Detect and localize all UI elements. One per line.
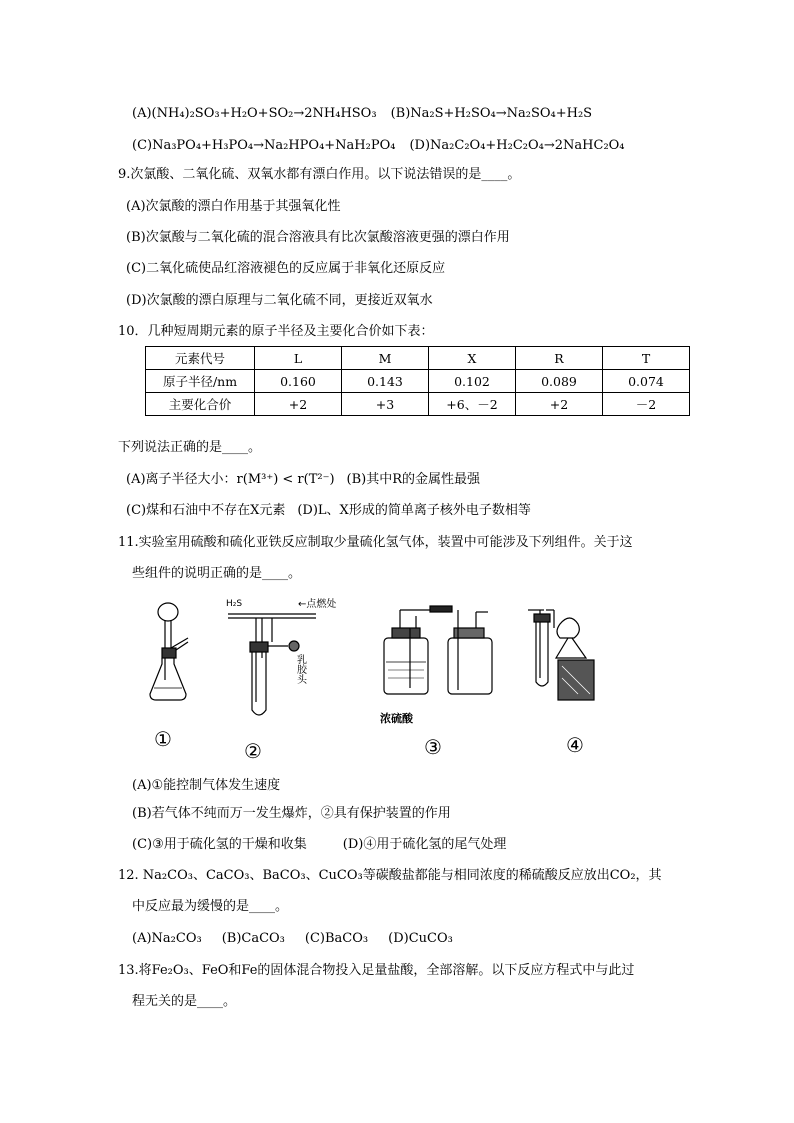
apparatus-3 <box>384 606 492 694</box>
q9-option-c: (C)二氧化硫使品红溶液褪色的反应属于非氧化还原反应 <box>126 261 446 276</box>
q8-option-a: (A)(NH₄)₂SO₃+H₂O+SO₂→2NH₄HSO₃ <box>132 106 377 121</box>
h2s-label: H₂S <box>226 599 243 609</box>
q12-options <box>132 930 453 948</box>
apparatus-3-label: ③ <box>424 735 442 759</box>
q8-option-row-2 <box>132 137 625 155</box>
q10-option-c: (C)煤和石油中不存在X元素 <box>126 503 286 518</box>
q13-stem-line-1: 13.将Fe₂O₃、FeO和Fe的固体混合物投入足量盐酸，全部溶解。以下反应方程式中与此过 <box>118 963 635 978</box>
q11-stem-line-2: 些组件的说明正确的是____。 <box>132 566 302 581</box>
ignite-label: ←点燃处 <box>298 599 337 610</box>
q12-option-b: (B)CaCO₃ <box>221 931 285 946</box>
q10-option-d: (D)L、X形成的简单离子核外电子数相等 <box>297 503 531 518</box>
rubber-bulb-label: 乳胶头 <box>294 654 306 684</box>
q11-option-b: (B)若气体不纯而万一发生爆炸，②具有保护装置的作用 <box>132 806 451 821</box>
apparatus-2-label: ② <box>244 739 262 763</box>
acid-label: 浓硫酸 <box>380 712 413 725</box>
q11-stem-line-1: 11.实验室用硫酸和硫化亚铁反应制取少量硫化氢气体，装置中可能涉及下列组件。关于这 <box>118 535 633 550</box>
q10-option-b: (B)其中R的金属性最强 <box>346 472 481 487</box>
q8-option-b: (B)Na₂S+H₂SO₄→Na₂SO₄+H₂S <box>390 106 593 121</box>
q13-stem-line-2: 程无关的是____。 <box>132 994 237 1009</box>
table-header-row <box>146 347 690 370</box>
q10-option-row-1 <box>126 471 480 489</box>
q11-option-c: (C)③用于硫化氢的干燥和收集 <box>132 837 307 852</box>
table-cell: 主要化合价 <box>146 393 255 416</box>
table-cell: T <box>603 347 690 370</box>
table-cell: 0.160 <box>255 370 342 393</box>
table-cell: +3 <box>342 393 429 416</box>
q11-option-row-2 <box>132 836 506 854</box>
q9-stem: 9.次氯酸、二氧化硫、双氧水都有漂白作用。以下说法错误的是____。 <box>118 167 521 182</box>
q10-option-row-2 <box>126 502 531 520</box>
table-cell: +2 <box>516 393 603 416</box>
table-cell: 0.143 <box>342 370 429 393</box>
q12-stem-line-1: 12. Na₂CO₃、CaCO₃、BaCO₃、CuCO₃等碳酸盐都能与相同浓度的稀硫酸反应放出CO₂，其 <box>118 868 662 883</box>
q10-prompt: 下列说法正确的是____。 <box>118 440 262 455</box>
table-row <box>146 393 690 416</box>
q11-option-a: (A)①能控制气体发生速度 <box>132 778 281 793</box>
table-cell: －2 <box>603 393 690 416</box>
table-cell: R <box>516 347 603 370</box>
table-row <box>146 370 690 393</box>
table-cell: M <box>342 347 429 370</box>
table-cell: +2 <box>255 393 342 416</box>
table-cell: 元素代号 <box>146 347 255 370</box>
q9-option-b: (B)次氯酸与二氧化硫的混合溶液具有比次氯酸溶液更强的漂白作用 <box>126 230 510 245</box>
table-cell: 0.089 <box>516 370 603 393</box>
element-table <box>145 346 690 416</box>
apparatus-1-label: ① <box>154 727 172 751</box>
q10-stem: 10．几种短周期元素的原子半径及主要化合价如下表： <box>118 324 434 339</box>
q12-stem-line-2: 中反应最为缓慢的是____。 <box>132 899 289 914</box>
table-cell: 0.074 <box>603 370 690 393</box>
q10-option-a: (A)离子半径大小：r(M³⁺) < r(T²⁻) <box>126 472 335 487</box>
q8-option-c: (C)Na₃PO₄+H₃PO₄→Na₂HPO₄+NaH₂PO₄ <box>132 138 396 153</box>
q12-option-c: (C)BaCO₃ <box>304 931 369 946</box>
q12-option-d: (D)CuCO₃ <box>388 931 453 946</box>
table-cell: L <box>255 347 342 370</box>
apparatus-figure <box>148 598 618 768</box>
apparatus-4-label: ④ <box>566 733 584 757</box>
q9-option-a: (A)次氯酸的漂白作用基于其强氧化性 <box>126 199 341 214</box>
q11-option-d: (D)④用于硫化氢的尾气处理 <box>342 837 507 852</box>
q12-option-a: (A)Na₂CO₃ <box>132 931 202 946</box>
q9-option-d: (D)次氯酸的漂白原理与二氧化硫不同，更接近双氧水 <box>126 293 433 308</box>
q8-option-d: (D)Na₂C₂O₄+H₂C₂O₄→2NaHC₂O₄ <box>409 138 625 153</box>
table-cell: 原子半径/nm <box>146 370 255 393</box>
apparatus-4 <box>528 610 594 700</box>
q8-option-row-1 <box>132 105 592 123</box>
apparatus-1 <box>150 603 188 700</box>
table-cell: 0.102 <box>429 370 516 393</box>
table-cell: +6、－2 <box>429 393 516 416</box>
table-cell: X <box>429 347 516 370</box>
